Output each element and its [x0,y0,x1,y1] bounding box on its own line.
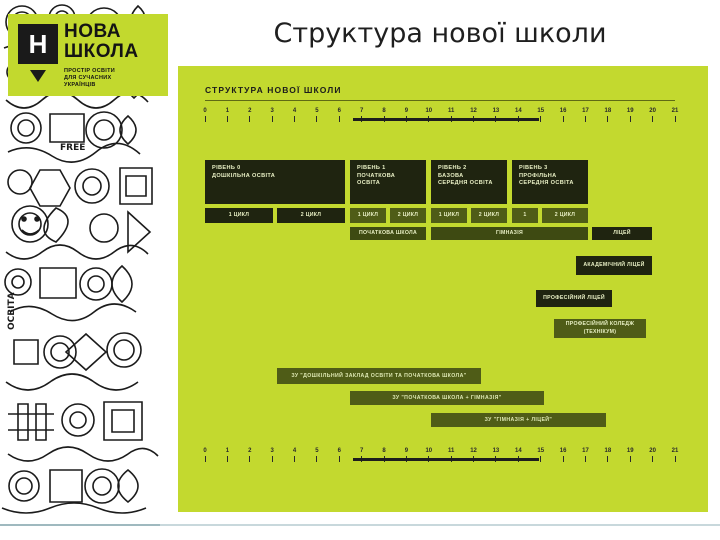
ruler-tick-18: 18 [601,448,615,462]
ruler-tick-6: 6 [332,448,346,462]
logo-sub-line2: ДЛЯ СУЧАСНИХ [64,75,112,81]
level-2-line1: РІВЕНЬ 2 [438,165,467,171]
logo-sub-line3: УКРАЇНЦІВ [64,82,96,88]
level-3-box [512,160,588,204]
ruler-tick-8: 8 [377,108,391,122]
logo-title [64,22,139,62]
ruler-tick-10: 10 [422,448,436,462]
ruler-tick-17: 17 [578,108,592,122]
ruler-tick-5: 5 [310,108,324,122]
ruler-tick-7: 7 [355,108,369,122]
ruler-tick-9: 9 [399,448,413,462]
cycle-1-2-box: 2 ЦИКЛ [390,208,426,223]
diagram-title-rule [205,100,675,101]
level-3-line1: РІВЕНЬ 3 [519,165,548,171]
level-3-line3: СЕРЕДНЯ ОСВІТА [519,180,574,186]
law-preschool-band: ЗУ "ДОШКІЛЬНИЙ ЗАКЛАД ОСВІТИ ТА ПОЧАТКОВА ШКОЛА" [277,368,481,384]
ruler-tick-20: 20 [646,108,660,122]
lyceum-box: ЛІЦЕЙ [592,227,652,240]
cycle-0-2-box: 2 ЦИКЛ [277,208,345,223]
ruler-tick-15: 15 [534,448,548,462]
professional-college-box: ПРОФЕСІЙНИЙ КОЛЕДЖ (ТЕХНІКУМ) [554,319,646,338]
cycle-2-2-box: 2 ЦИКЛ [471,208,507,223]
svg-text:FREE: FREE [60,143,86,153]
ruler-tick-21: 21 [668,108,682,122]
triangle-down-icon [30,70,46,82]
ruler-tick-4: 4 [288,108,302,122]
ruler-tick-13: 13 [489,448,503,462]
svg-text:ОСВІТА: ОСВІТА [7,292,17,330]
ruler-tick-12: 12 [467,448,481,462]
logo-mark: Н [18,24,58,64]
level-3-line2: ПРОФІЛЬНА [519,172,557,179]
level-2-box [431,160,507,204]
ruler-bottom-bar [353,458,539,461]
cycle-3-1-box: 1 [512,208,538,223]
diagram-title: СТРУКТУРА НОВОЇ ШКОЛИ [205,85,342,95]
cycle-2-1-box: 1 ЦИКЛ [431,208,467,223]
logo-title-line2: ШКОЛА [64,41,139,62]
ruler-tick-4: 4 [288,448,302,462]
level-2-line3: СЕРЕДНЯ ОСВІТА [438,180,493,186]
law-lyceum-band: ЗУ "ГІМНАЗІЯ + ЛІЦЕЙ" [431,413,606,427]
level-1-line3: ОСВІТА [357,180,381,186]
ruler-tick-14: 14 [511,448,525,462]
ruler-tick-7: 7 [355,448,369,462]
ruler-tick-2: 2 [243,108,257,122]
ruler-tick-20: 20 [646,448,660,462]
cycle-0-1-box: 1 ЦИКЛ [205,208,273,223]
ruler-tick-9: 9 [399,108,413,122]
logo-title-line1: НОВА [64,21,121,42]
ruler-tick-13: 13 [489,108,503,122]
level-2-line2: БАЗОВА [438,172,464,179]
ruler-tick-5: 5 [310,448,324,462]
page-title: Структура нової школи [273,18,607,49]
logo-sub-line1: ПРОСТІР ОСВІТИ [64,68,116,74]
nova-shkola-logo [8,14,168,96]
law-primary-gymnasium-band: ЗУ "ПОЧАТКОВА ШКОЛА + ГІМНАЗІЯ" [350,391,544,405]
ruler-tick-16: 16 [556,448,570,462]
cycle-1-1-box: 1 ЦИКЛ [350,208,386,223]
level-0-line2: ДОШКІЛЬНА ОСВІТА [212,172,276,179]
ruler-tick-11: 11 [444,448,458,462]
ruler-tick-8: 8 [377,448,391,462]
ruler-tick-16: 16 [556,108,570,122]
ruler-tick-0: 0 [198,108,212,122]
level-1-line2: ПОЧАТКОВА [357,172,396,179]
ruler-top [203,108,679,134]
ruler-tick-14: 14 [511,108,525,122]
ruler-tick-0: 0 [198,448,212,462]
ruler-tick-6: 6 [332,108,346,122]
professional-lyceum-box: ПРОФЕСІЙНИЙ ЛІЦЕЙ [536,290,612,307]
ruler-tick-18: 18 [601,108,615,122]
ruler-tick-19: 19 [623,108,637,122]
level-1-box [350,160,426,204]
level-0-line1: РІВЕНЬ 0 [212,165,241,171]
ruler-tick-3: 3 [265,448,279,462]
ruler-tick-10: 10 [422,108,436,122]
logo-subtitle [64,68,115,89]
academic-lyceum-box: АКАДЕМІЧНИЙ ЛІЦЕЙ [576,256,652,275]
diagram-panel [178,66,708,512]
ruler-tick-21: 21 [668,448,682,462]
footer-divider-accent [0,524,160,526]
ruler-top-ticks [203,108,679,134]
ruler-tick-15: 15 [534,108,548,122]
ruler-tick-1: 1 [220,108,234,122]
ruler-bottom [203,448,679,474]
level-1-line1: РІВЕНЬ 1 [357,165,386,171]
primary-school-box: ПОЧАТКОВА ШКОЛА [350,227,426,240]
ruler-tick-12: 12 [467,108,481,122]
ruler-tick-2: 2 [243,448,257,462]
ruler-tick-11: 11 [444,108,458,122]
cycle-3-2-box: 2 ЦИКЛ [542,208,588,223]
ruler-tick-3: 3 [265,108,279,122]
ruler-top-bar [353,118,539,121]
ruler-tick-17: 17 [578,448,592,462]
ruler-tick-19: 19 [623,448,637,462]
ruler-tick-1: 1 [220,448,234,462]
ruler-bottom-ticks [203,448,679,474]
gymnasium-box: ГІМНАЗІЯ [431,227,588,240]
level-0-box [205,160,345,204]
